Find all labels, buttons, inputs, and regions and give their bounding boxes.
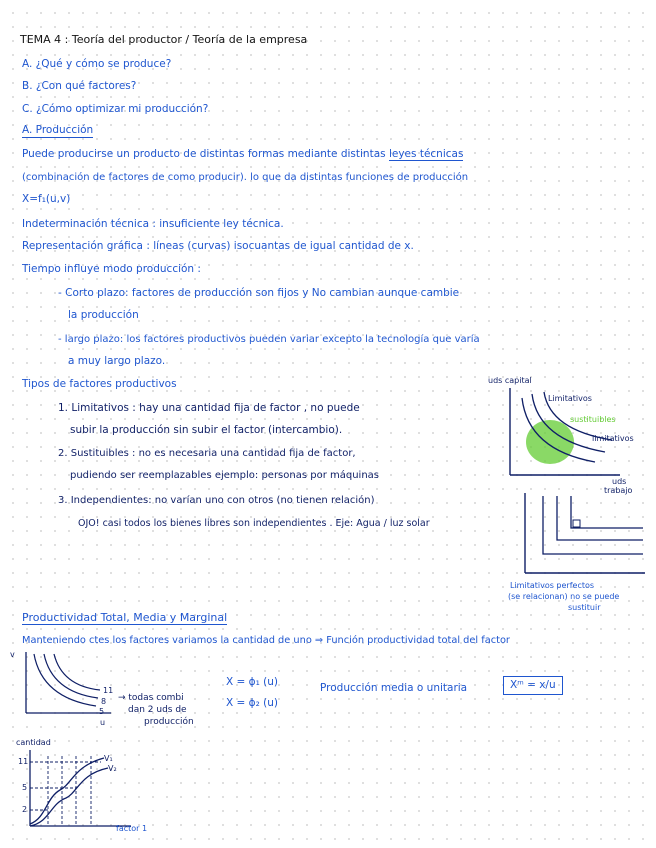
section-a-line5: Tiempo influye modo producción : <box>22 263 201 275</box>
iso-curve-2 <box>44 654 98 698</box>
question-c: C. ¿Cómo optimizar mi producción? <box>22 103 209 115</box>
graph3-tick-5: 5 <box>22 783 28 792</box>
curve-v1 <box>30 758 104 824</box>
type-limitativos-a: 1. Limitativos : hay una cantidad fija de factor , no puede <box>58 402 360 414</box>
leyes-tecnicas-text: leyes técnicas <box>388 148 464 160</box>
question-a: A. ¿Qué y cómo se produce? <box>22 58 172 70</box>
l-isoquant-1 <box>543 496 643 554</box>
l-isoquant-3 <box>571 496 643 528</box>
iso-note-c: producción <box>144 717 194 727</box>
graph3-tick-2: 2 <box>22 805 28 814</box>
type-sustituibles-b: pudiendo ser reemplazables ejemplo: personas por máquinas <box>70 470 380 481</box>
types-heading: Tipos de factores productivos <box>22 378 177 390</box>
media-label: Producción media o unitaria <box>320 682 468 694</box>
graph1-x-label-a: uds <box>612 477 627 486</box>
iso-graph-u-label: u <box>100 718 106 727</box>
graph1-y-label: uds capital <box>488 376 532 385</box>
l-isoquant-2 <box>557 496 643 540</box>
curve-v2 <box>30 768 108 826</box>
section-a-line1 <box>22 148 463 161</box>
iso-level-5: 5 <box>99 707 105 716</box>
graph3-series-v1: V₁ <box>104 754 113 763</box>
media-formula-box: Xᵐ = x/u <box>503 676 563 695</box>
section-a-line1-text: Puede producirse un producto de distintas formas mediante distintas <box>22 148 386 160</box>
equation-2: X = ϕ₂ (u) <box>226 697 278 709</box>
bullet-largo-plazo-b: a muy largo plazo. <box>68 355 166 367</box>
graph3-x-label: factor 1 <box>116 824 148 833</box>
page-title: TEMA 4 : Teoría del productor / Teoría de la empresa <box>20 33 308 46</box>
type-independientes-b: OJO! casi todos los bienes libres son independientes . Eje: Agua / luz solar <box>78 518 430 529</box>
graph2-caption-b: (se relacionan) no se puede <box>508 592 620 601</box>
iso-note-a: → todas combi <box>118 693 184 703</box>
graph2-caption-c: sustituir <box>568 603 601 612</box>
graph1-x-label-b: trabajo <box>604 486 633 495</box>
right-angle-mark <box>573 520 580 527</box>
section-a-line4: Representación gráfica : líneas (curvas) isocuantas de igual cantidad de x. <box>22 240 414 252</box>
section-a-line3: Indeterminación técnica : insuficiente ley técnica. <box>22 218 284 230</box>
bullet-corto-plazo-a: - Corto plazo: factores de producción son fijos y No cambian aunque cambie <box>58 287 460 299</box>
graph3-series-v2: V₂ <box>108 764 117 773</box>
graph1-limitativos-right: limitativos <box>592 434 634 443</box>
type-limitativos-b: subir la producción sin subir el factor (intercambio). <box>70 424 343 436</box>
iso-curve-1 <box>34 654 96 706</box>
productivity-heading: Productividad Total, Media y Marginal <box>22 611 228 624</box>
equation-1: X = ϕ₁ (u) <box>226 676 278 688</box>
graph3-tick-11: 11 <box>18 757 29 766</box>
graph1-sustituibles: sustituibles <box>570 415 616 424</box>
question-b: B. ¿Con qué factores? <box>22 80 137 92</box>
total-product-graph <box>16 748 136 830</box>
iso-family-graph <box>16 648 126 718</box>
perfect-complements-graph <box>505 488 650 578</box>
iso-curve-3 <box>54 654 100 690</box>
graph3-y-label: cantidad <box>16 738 51 747</box>
iso-graph-v-label: v <box>10 650 15 659</box>
substitution-highlight <box>526 420 574 464</box>
type-sustituibles-a: 2. Sustituibles : no es necesaria una cantidad fija de factor, <box>58 448 356 459</box>
graph1-limitativos-top: Limitativos <box>548 394 592 403</box>
section-a-line2: (combinación de factores de como producir). lo que da distintas funciones de producción <box>22 172 469 183</box>
iso-note-b: dan 2 uds de <box>128 705 187 715</box>
bullet-largo-plazo-a: - largo plazo: los factores productivos pueden variar excepto la tecnología que varía <box>58 334 480 345</box>
productivity-line1: Manteniendo ctes los factores variamos la cantidad de uno ⇒ Función productividad total del factor <box>22 635 510 646</box>
iso-level-11: 11 <box>103 686 114 695</box>
section-a-heading: A. Producción <box>22 124 94 136</box>
bullet-corto-plazo-b: la producción <box>68 309 139 321</box>
type-independientes-a: 3. Independientes: no varían uno con otros (no tienen relación) <box>58 495 375 506</box>
production-formula: X=f₁(u,v) <box>22 193 71 205</box>
iso-level-8: 8 <box>101 697 107 706</box>
graph2-caption-a: Limitativos perfectos <box>510 581 595 590</box>
